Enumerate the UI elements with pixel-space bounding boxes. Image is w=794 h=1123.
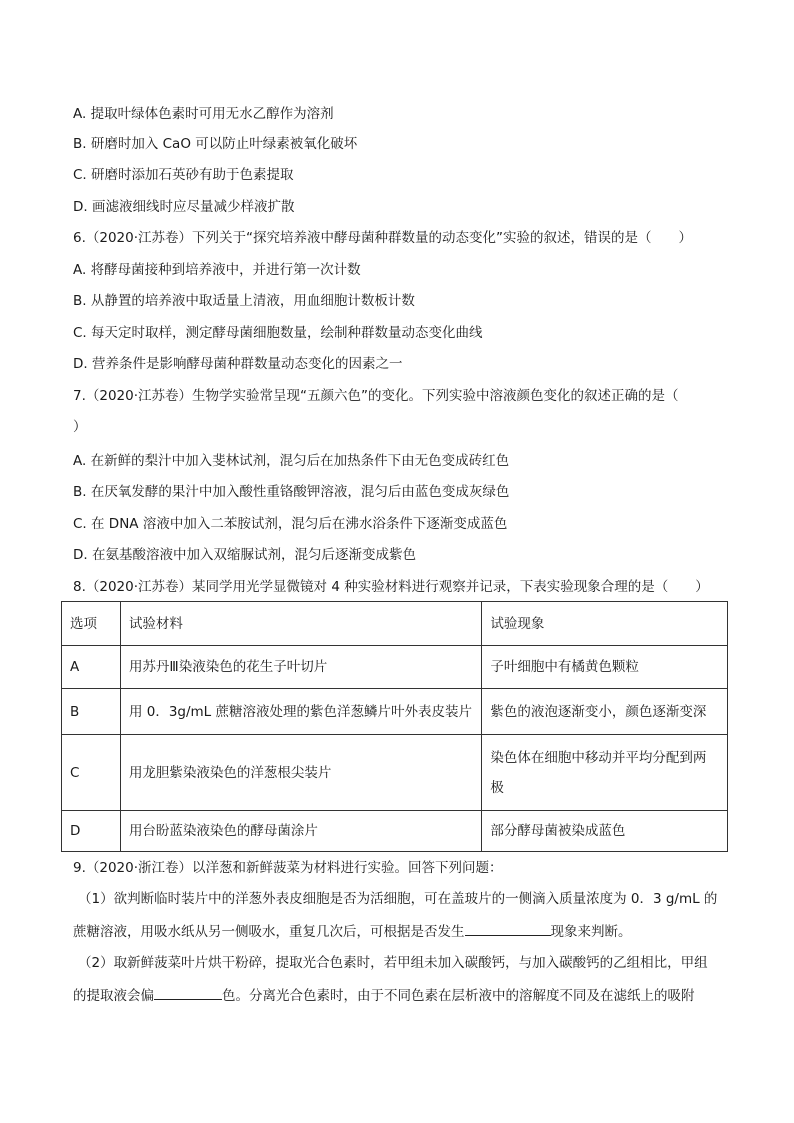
table-header-cell: 选项 xyxy=(62,602,121,646)
table-row xyxy=(62,646,728,689)
table-header-cell: 试验现象 xyxy=(482,602,728,646)
q7-option-c: C. 在 DNA 溶液中加入二苯胺试剂，混匀后在沸水浴条件下逐渐变成蓝色 xyxy=(73,516,508,532)
q9-part2-text-a: 的提取液会偏 xyxy=(73,988,154,1004)
table-cell: 用龙胆紫染液染色的洋葱根尖装片 xyxy=(120,735,481,811)
table-cell: A xyxy=(62,646,121,689)
q7-stem-end: ） xyxy=(73,419,87,435)
q5-option-c: C. 研磨时添加石英砂有助于色素提取 xyxy=(73,167,294,183)
table-header-row xyxy=(62,602,728,646)
table-cell: C xyxy=(62,735,121,811)
table-row xyxy=(62,689,728,735)
q7-option-b: B. 在厌氧发酵的果汁中加入酸性重铬酸钾溶液，混匀后由蓝色变成灰绿色 xyxy=(73,484,510,500)
q9-part1-line1: （1）欲判断临时装片中的洋葱外表皮细胞是否为活细胞，可在盖玻片的一侧滴入质量浓度为 0．3 g/mL 的 xyxy=(78,891,718,907)
q9-part2-line1: （2）取新鲜菠菜叶片烘干粉碎，提取光合色素时，若甲组未加入碳酸钙，与加入碳酸钙的乙组相比，甲组 xyxy=(78,955,708,971)
table-row xyxy=(62,811,728,852)
q7-stem: 7.（2020·江苏卷）生物学实验常呈现“五颜六色”的变化。下列实验中溶液颜色变化的叙述正确的是（ xyxy=(73,388,679,404)
table-cell: 用苏丹Ⅲ染液染色的花生子叶切片 xyxy=(120,646,481,689)
answer-blank[interactable] xyxy=(465,921,551,936)
table-cell: 部分酵母菌被染成蓝色 xyxy=(482,811,728,852)
q6-option-d: D. 营养条件是影响酵母菌种群数量动态变化的因素之一 xyxy=(73,356,403,372)
table-cell: 用台盼蓝染液染色的酵母菌涂片 xyxy=(120,811,481,852)
q9-part1-line2 xyxy=(73,921,632,942)
table-row xyxy=(62,735,728,811)
q9-part2-text-b: 色。分离光合色素时，由于不同色素在层析液中的溶解度不同及在滤纸上的吸附 xyxy=(222,988,695,1004)
q6-option-c: C. 每天定时取样，测定酵母菌细胞数量，绘制种群数量动态变化曲线 xyxy=(73,325,483,341)
table-cell: B xyxy=(62,689,121,735)
table-cell: D xyxy=(62,811,121,852)
q8-stem: 8.（2020·江苏卷）某同学用光学显微镜对 4 种实验材料进行观察并记录，下表实验现象合理的是（ ） xyxy=(73,579,709,595)
q9-part1-text-a: 蔗糖溶液，用吸水纸从另一侧吸水，重复几次后，可根据是否发生 xyxy=(73,924,465,940)
q9-part1-text-b: 现象来判断。 xyxy=(550,924,632,940)
answer-blank[interactable] xyxy=(154,985,222,1000)
table-cell: 用 0．3g/mL 蔗糖溶液处理的紫色洋葱鳞片叶外表皮装片 xyxy=(120,689,481,735)
q6-option-b: B. 从静置的培养液中取适量上清液，用血细胞计数板计数 xyxy=(73,293,415,309)
q5-option-d: D. 画滤液细线时应尽量减少样液扩散 xyxy=(73,199,295,215)
table-cell: 紫色的液泡逐渐变小，颜色逐渐变深 xyxy=(482,689,728,735)
q9-stem: 9.（2020·浙江卷）以洋葱和新鲜菠菜为材料进行实验。回答下列问题： xyxy=(73,860,503,876)
q7-option-d: D. 在氨基酸溶液中加入双缩脲试剂，混匀后逐渐变成紫色 xyxy=(73,547,416,563)
q6-stem: 6.（2020·江苏卷）下列关于“探究培养液中酵母菌种群数量的动态变化”实验的叙述，错误的是（ ） xyxy=(73,230,693,246)
table-cell: 子叶细胞中有橘黄色颗粒 xyxy=(482,646,728,689)
experiment-table xyxy=(61,601,728,852)
q9-part2-line2 xyxy=(73,985,695,1006)
table-cell: 染色体在细胞中移动并平均分配到两极 xyxy=(482,735,728,811)
q5-option-a: A. 提取叶绿体色素时可用无水乙醇作为溶剂 xyxy=(73,106,334,122)
table-header-cell: 试验材料 xyxy=(120,602,481,646)
q6-option-a: A. 将酵母菌接种到培养液中，并进行第一次计数 xyxy=(73,262,361,278)
q5-option-b: B. 研磨时加入 CaO 可以防止叶绿素被氧化破坏 xyxy=(73,136,358,152)
q7-option-a: A. 在新鲜的梨汁中加入斐林试剂，混匀后在加热条件下由无色变成砖红色 xyxy=(73,453,510,469)
